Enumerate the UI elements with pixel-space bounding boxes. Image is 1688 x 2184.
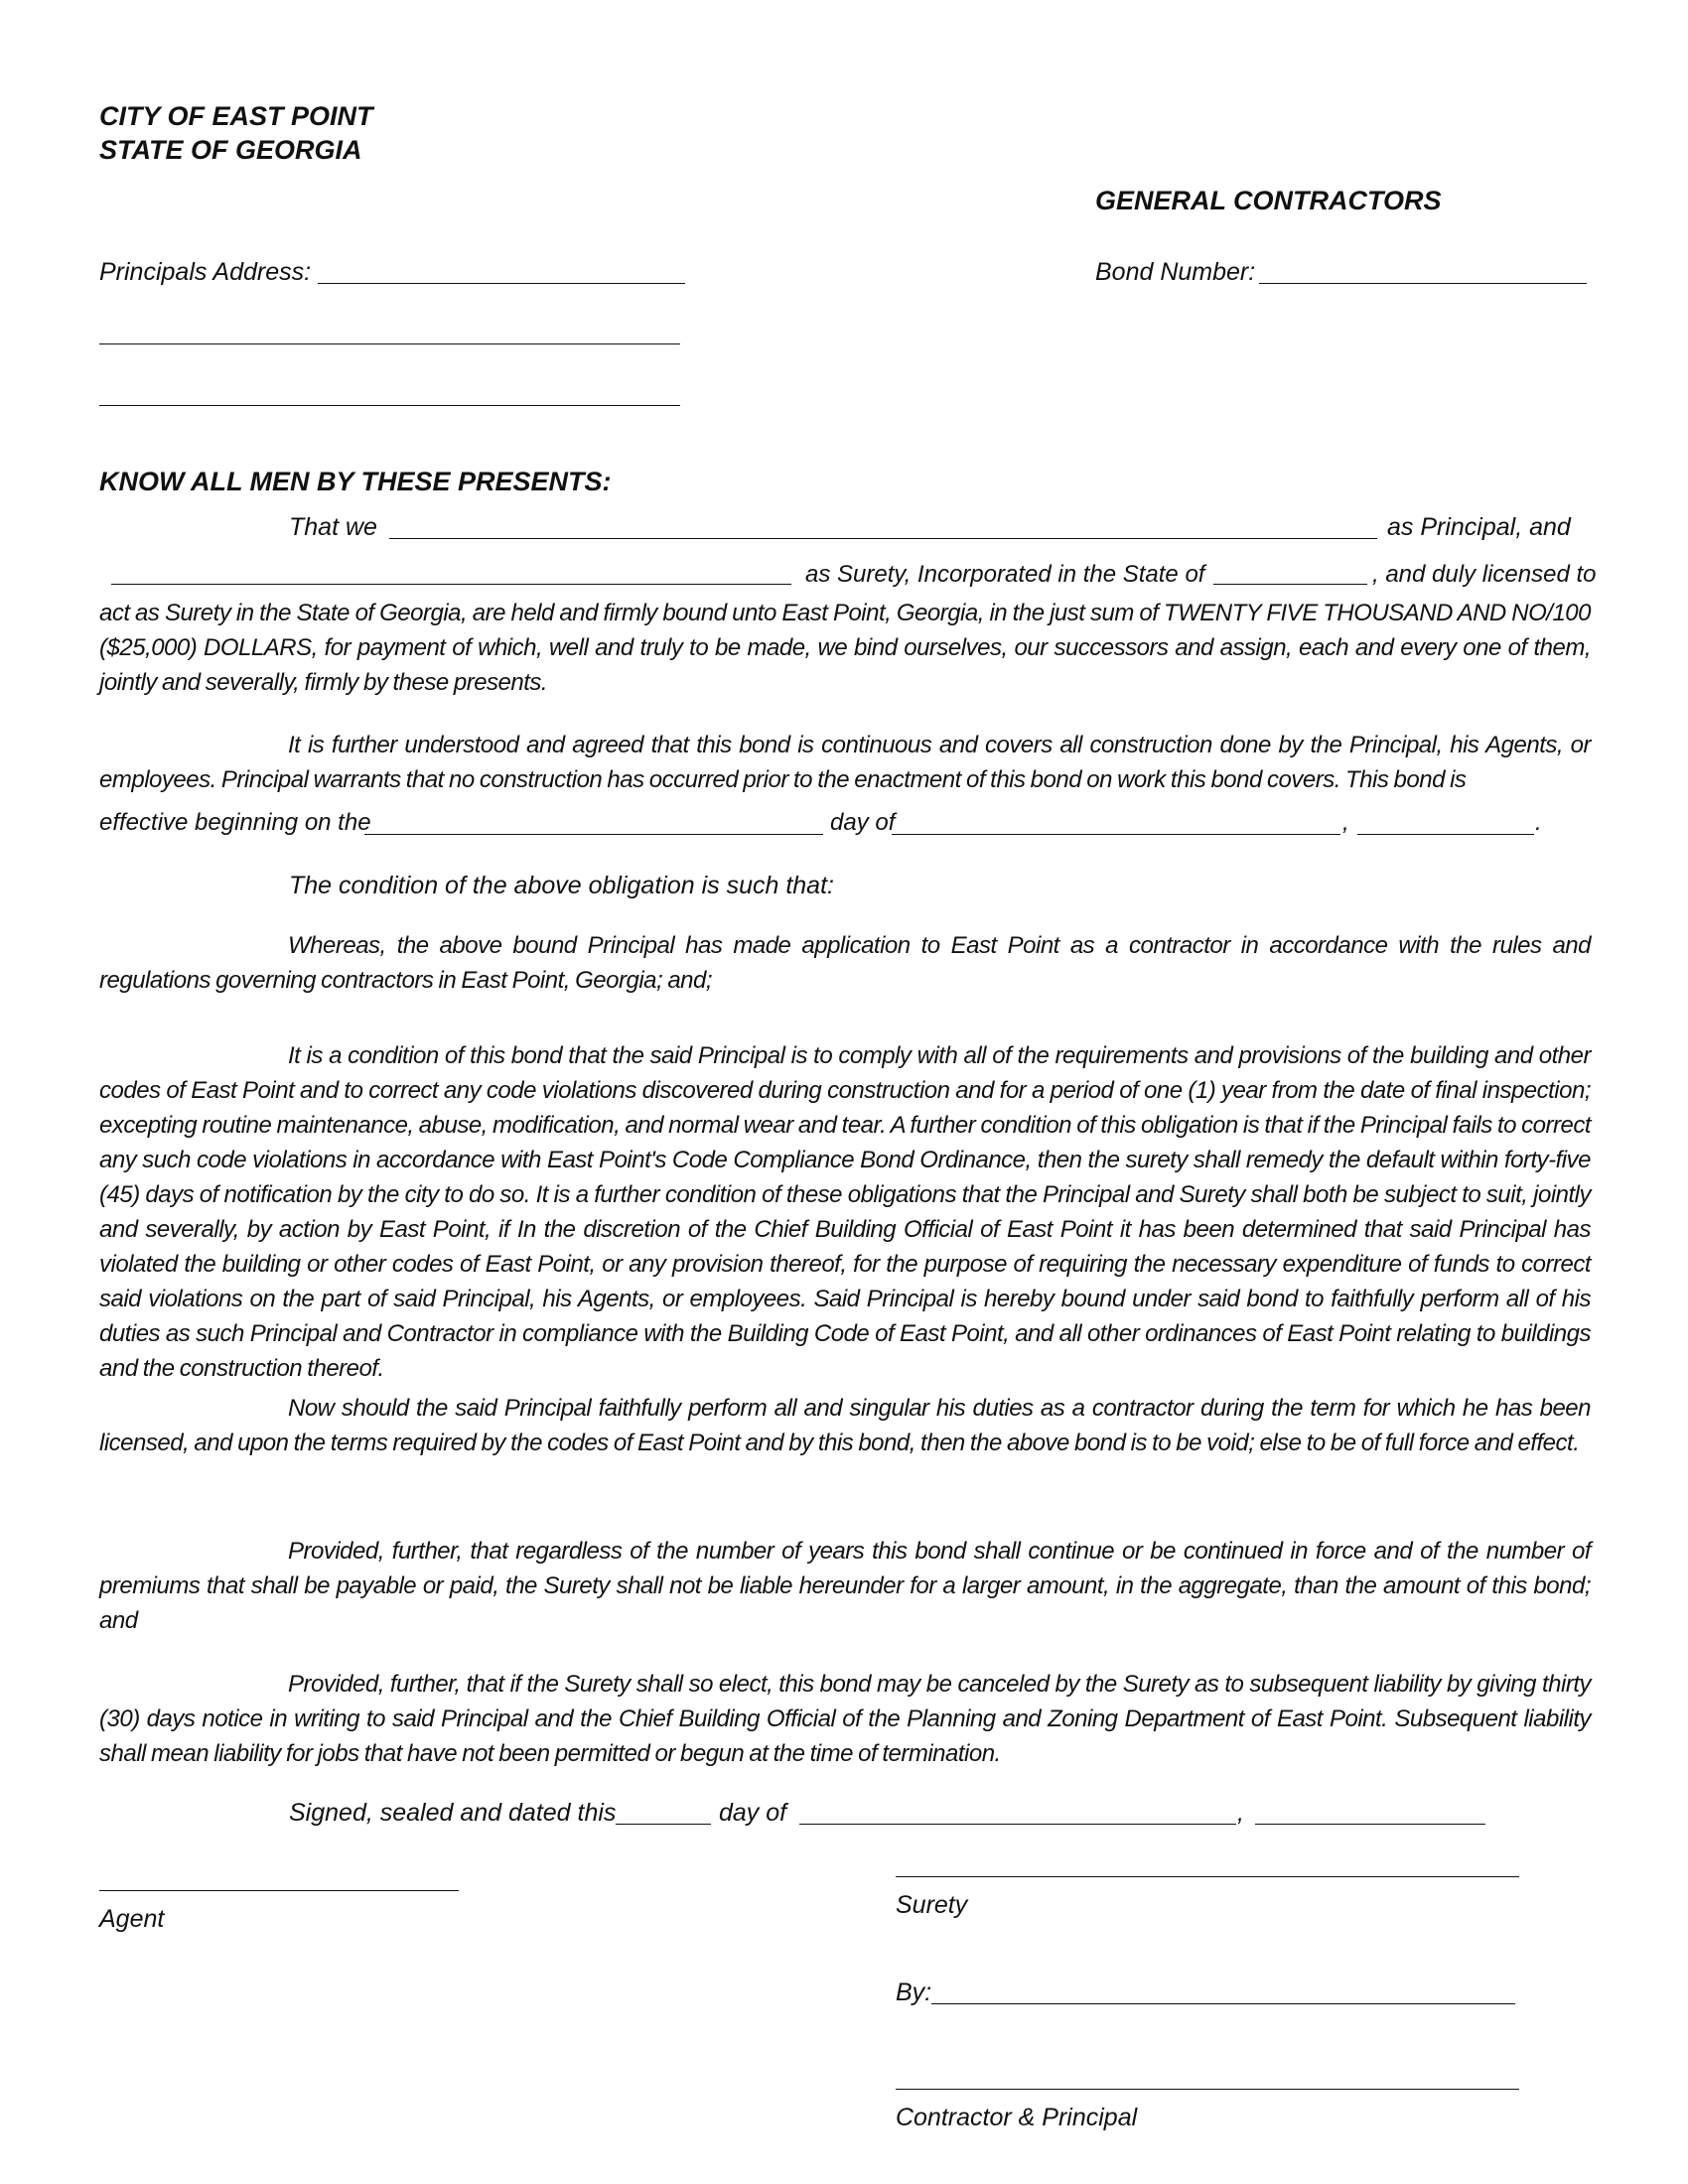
as-principal-label: as Principal, and [1387, 513, 1571, 541]
effective-period: . [1535, 809, 1542, 836]
now-should-paragraph [99, 1391, 1591, 1460]
signed-month-field[interactable] [799, 1824, 1236, 1825]
effective-label: effective beginning on the [99, 809, 371, 836]
surety-label: Surety [896, 1891, 968, 1919]
signed-year-field[interactable] [1255, 1824, 1485, 1825]
signed-comma: , [1237, 1799, 1244, 1827]
condition-paragraph [99, 1038, 1591, 1386]
surety-state-field[interactable] [1213, 584, 1367, 585]
principals-address-field[interactable] [318, 283, 685, 284]
provided-2-text: Provided, further, that if the Surety shall so elect, this bond may be canceled by the Surety as to subsequent liability by giving thirty (30) days notice in writing to said Principal and the Chief Building Official of the Planning and Zoning Department of East Point. Subsequent liability shall mean liability for jobs that have not been permitted or begun at the time of termination. [99, 1671, 1591, 1767]
continuous-paragraph [99, 728, 1591, 797]
surety-name-field[interactable] [111, 584, 791, 585]
agent-label: Agent [99, 1905, 165, 1933]
whereas-paragraph [99, 928, 1591, 998]
surety-signature-line[interactable] [896, 1876, 1519, 1877]
bond-number-label: Bond Number: [1095, 258, 1256, 286]
contractor-label: Contractor & Principal [896, 2104, 1138, 2131]
that-we-label: That we [289, 513, 377, 541]
continuous-text: It is further understood and agreed that this bond is continuous and covers all construction done by the Principal, his Agents, or employees. Principal warrants that no construction has occurred prior to the enactment of this bond on work this bond covers. This bond is [99, 732, 1591, 793]
by-signature-line[interactable] [931, 2003, 1515, 2004]
provided-1-paragraph [99, 1534, 1591, 1638]
city-heading: CITY OF EAST POINT [99, 101, 373, 131]
condition-intro: The condition of the above obligation is such that: [289, 872, 834, 899]
bond-number-field[interactable] [1259, 283, 1587, 284]
agent-signature-line[interactable] [99, 1890, 459, 1891]
know-all-men-heading: KNOW ALL MEN BY THESE PRESENTS: [99, 467, 612, 496]
effective-day-of-label: day of [830, 809, 896, 836]
effective-day-field[interactable] [364, 834, 823, 835]
form-title: GENERAL CONTRACTORS [1095, 186, 1442, 215]
effective-month-field[interactable] [892, 834, 1340, 835]
principals-address-label: Principals Address: [99, 258, 312, 286]
signed-day-of-label: day of [719, 1799, 787, 1827]
preamble-body: act as Surety in the State of Georgia, are held and firmly bound unto East Point, Georgia, in the just sum of TWENTY FIVE THOUSAND AND NO/100 ($25,000) DOLLARS, for payment of which, well and truly to be made, we bind ourselves, our successors and assign, each and every one of them, jointly and severally, firmly by these presents. [99, 600, 1591, 696]
principals-address-line-3[interactable] [99, 405, 680, 406]
effective-year-field[interactable] [1357, 834, 1534, 835]
principal-name-field[interactable] [389, 538, 1377, 539]
now-should-text: Now should the said Principal faithfully perform all and singular his duties as a contractor during the term for which he has been licensed, and upon the terms required by the codes of East Point and by this bond, then the above bond is to be void; else to be of full force and effect. [99, 1395, 1591, 1456]
provided-2-paragraph [99, 1667, 1591, 1771]
principals-address-line-2[interactable] [99, 343, 680, 344]
condition-text: It is a condition of this bond that the said Principal is to comply with all of the requirements and provisions of the building and other codes of East Point and to correct any code violations discovered during construction and for a period of one (1) year from the date of final inspection; excepting routine maintenance, abuse, modification, and normal wear and tear. A further condition of this obligation is that if the Principal fails to correct any such code violations in accordance with East Point's Code Compliance Bond Ordinance, then the surety shall remedy the default within forty-five (45) days of notification by the city to do so. It is a further condition of these obligations that the Principal and Surety shall both be subject to suit, jointly and severally, by action by East Point, if In the discretion of the Chief Building Official of East Point it has been determined that said Principal has violated the building or other codes of East Point, or any provision thereof, for the purpose of requiring the necessary expenditure of funds to correct said violations on the part of said Principal, his Agents, or employees. Said Principal is hereby bound under said bond to faithfully perform all of his duties as such Principal and Contractor in compliance with the Building Code of East Point, and all other ordinances of East Point relating to buildings and the construction thereof. [99, 1042, 1591, 1382]
whereas-text: Whereas, the above bound Principal has made application to East Point as a contractor in accordance with the rules and regulations governing contractors in East Point, Georgia; and; [99, 932, 1591, 994]
state-heading: STATE OF GEORGIA [99, 135, 362, 165]
contractor-signature-line[interactable] [896, 2089, 1519, 2090]
signed-day-field[interactable] [616, 1824, 711, 1825]
by-label: By: [896, 1979, 932, 2006]
duly-licensed-label: , and duly licensed to [1372, 561, 1597, 588]
as-surety-label: as Surety, Incorporated in the State of [805, 561, 1205, 588]
signed-label: Signed, sealed and dated this [289, 1799, 617, 1827]
effective-comma: , [1342, 809, 1349, 836]
provided-1-text: Provided, further, that regardless of the number of years this bond shall continue or be continued in force and of the number of premiums that shall be payable or paid, the Surety shall not be liable hereunder for a larger amount, in the aggregate, than the amount of this bond; and [99, 1538, 1591, 1634]
